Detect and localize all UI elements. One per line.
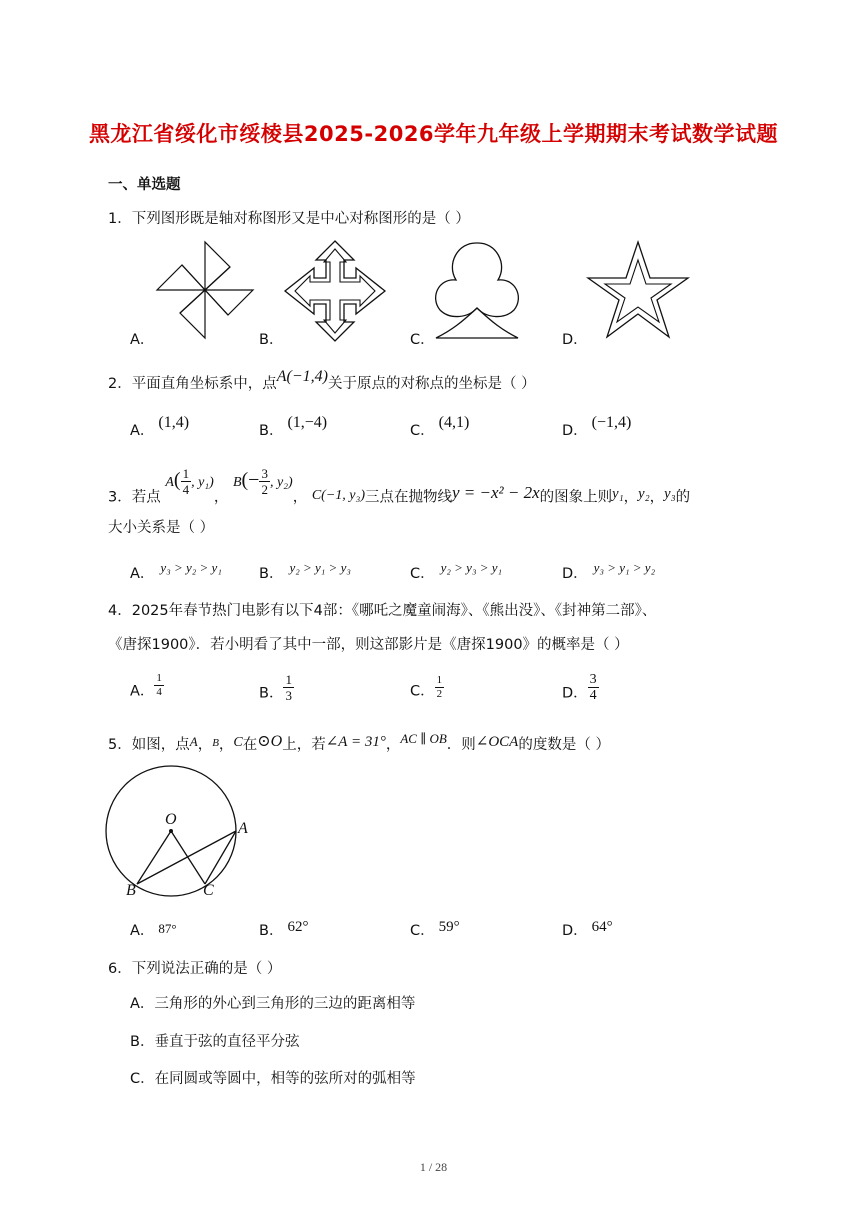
q5-option-d-label: D． [562, 923, 588, 939]
q2-option-a-value: (1,4) [158, 414, 190, 431]
q2-option-b[interactable] [259, 414, 328, 440]
q5-figure-label-o: O [165, 811, 177, 828]
q2-option-d[interactable] [562, 414, 632, 440]
q4-option-d-label: D． [562, 685, 588, 702]
q4-option-d[interactable] [562, 672, 599, 709]
question-6-stem: 6．下列说法正确的是（ ） [108, 961, 282, 977]
q5-option-b-value: 62° [287, 919, 309, 935]
q5-figure-label-c: C [203, 882, 214, 899]
q1-figure-a-pinwheel [150, 240, 260, 340]
q3-option-d-label: D． [562, 566, 588, 582]
q3-option-b-label: B． [259, 566, 284, 582]
question-4-line1: 4．2025年春节热门电影有以下4部：《哪吒之魔童闹海》、《熊出没》、《封神第二部》、 [108, 603, 657, 619]
q3-option-a-value: y₃ > y₂ > y₁ [160, 560, 222, 575]
q5-option-b-label: B． [259, 923, 284, 939]
q5-figure-label-a: A [238, 820, 248, 837]
q5-point-c: C [233, 735, 243, 750]
q2-option-c[interactable] [410, 414, 470, 440]
q3-point-a-frac: $\frac{1}{4}$ [182, 466, 190, 497]
q5-option-b[interactable] [259, 919, 309, 940]
q3-option-c-label: C． [410, 566, 435, 582]
q2-option-b-label: B． [259, 423, 284, 439]
q2-option-a[interactable] [130, 414, 190, 440]
q5-option-c-label: C． [410, 923, 435, 939]
q4-option-b-frac: $\frac{1}{3}$ [285, 672, 292, 703]
q5-option-c[interactable] [410, 919, 460, 940]
q3-point-a-y: , y₁) [191, 474, 214, 490]
q1-option-a[interactable]: A． [130, 332, 155, 348]
q1-figure-d-star [586, 240, 690, 340]
q3-end: 的 [675, 489, 691, 506]
q3-parabola: y = −x² − 2x [452, 482, 540, 502]
q5-parallel: AC ∥ OB [400, 731, 447, 746]
q3-point-b-frac: $\frac{3}{2}$ [261, 466, 268, 497]
q4-option-a-label: A． [130, 683, 155, 700]
q2-option-c-value: (4,1) [438, 414, 470, 431]
q5-circle: ⊙O [257, 733, 283, 750]
q5-option-a-label: A． [130, 923, 155, 939]
q5-option-d-value: 64° [591, 919, 613, 935]
q3-point-a-name: A [165, 474, 174, 490]
q2-option-c-label: C． [410, 423, 435, 439]
q5-point-a: A [189, 734, 198, 749]
q3-option-c[interactable] [410, 560, 503, 583]
q3-mid2: 的图象上则 [539, 489, 613, 506]
q3-option-b[interactable] [259, 560, 351, 583]
q2-option-d-label: D． [562, 423, 588, 439]
q3-option-a-label: A． [130, 566, 155, 582]
question-3-stem-line2: 大小关系是（ ） [108, 520, 215, 536]
q3-option-d-value: y₃ > y₁ > y₂ [593, 560, 656, 575]
q5-on: 在 [242, 737, 258, 753]
q3-option-d[interactable] [562, 560, 656, 583]
q3-point-a: A( $\frac{1}{4}$ , y₁) [165, 466, 214, 497]
q3-point-b: B(− $\frac{3}{2}$ , y₂) [232, 466, 293, 497]
q5-point-b: B [212, 737, 219, 749]
q3-y2: y₂ [638, 485, 650, 502]
q5-end: 的度数是（ ） [518, 737, 610, 753]
q4-option-b[interactable] [259, 672, 294, 709]
q1-figure-c-club [432, 240, 522, 342]
q5-figure-label-b: B [126, 882, 136, 899]
q3-option-b-value: y₂ > y₁ > y₃ [289, 560, 351, 575]
q4-option-c-frac: $\frac{1}{2}$ [436, 674, 443, 700]
q3-mid: 三点在抛物线 [365, 489, 453, 506]
q3-point-b-name: B [232, 474, 242, 490]
q4-option-a[interactable] [130, 672, 164, 705]
q5-option-c-value: 59° [438, 919, 460, 935]
q2-option-b-value: (1,−4) [287, 414, 328, 431]
q5-option-a[interactable] [130, 919, 177, 940]
q2-option-a-label: A． [130, 423, 155, 439]
q5-angle-oca: ∠OCA [475, 734, 519, 750]
question-5-stem: 5．如图，点A，$^B$，C在⊙O上，若∠A = 31°，AC ∥ OB．则∠OCA的度数是（ ） [108, 731, 610, 753]
q3-num: 3．若点 [108, 489, 161, 506]
q5-num: 5．如图，点 [108, 737, 190, 753]
q5-option-a-value: 87° [158, 921, 177, 936]
q4-option-c[interactable] [410, 674, 444, 705]
section-heading: 一、单选题 [108, 177, 181, 193]
page-number: 1 / 28 [419, 1160, 448, 1174]
q1-option-b[interactable]: B． [259, 332, 284, 348]
q3-option-a[interactable] [130, 560, 222, 583]
q2-option-d-value: (−1,4) [591, 414, 632, 431]
question-1-stem: 1．下列图形既是轴对称图形又是中心对称图形的是（ ） [108, 211, 470, 227]
q6-option-b[interactable]: B．垂直于弦的直径平分弦 [130, 1034, 300, 1050]
q4-option-b-label: B． [259, 685, 284, 702]
question-3-stem-line1: 3．若点 A( $\frac{1}{4}$ , y₁)， B(− $\frac{3}{2}$ , y₂)， C(−1, y₃)三点在抛物线y = −x² − 2x的图象上则y₁，y₂，y₃的 [108, 466, 691, 506]
q5-angle: ∠A = 31° [325, 734, 386, 750]
q2-point: A(−1,4) [276, 368, 328, 385]
q1-option-c[interactable]: C． [410, 332, 435, 348]
q3-y1: y₁ [612, 485, 624, 502]
document-title: 黑龙江省绥化市绥棱县2025-2026学年九年级上学期期末考试数学试题 [88, 122, 779, 146]
q5-then: ．则 [446, 737, 476, 753]
question-2-stem [108, 368, 536, 393]
q3-point-b-y: , y₂) [269, 474, 293, 490]
q4-option-a-frac: $\frac{1}{4}$ [156, 672, 162, 698]
q2-rest: 关于原点的对称点的坐标是（ ） [327, 376, 536, 392]
q1-figure-b-arrows [284, 240, 386, 342]
q5-up: 上，若 [282, 737, 326, 753]
q2-num: 2．平面直角坐标系中，点 [108, 376, 277, 392]
q3-y3: y₃ [664, 485, 676, 502]
q5-option-d[interactable] [562, 919, 613, 940]
q6-option-c[interactable]: C．在同圆或等圆中，相等的弦所对的弧相等 [130, 1071, 416, 1087]
q4-option-d-frac: $\frac{3}{4}$ [589, 672, 597, 703]
question-4-line2: 《唐探1900》．若小明看了其中一部，则这部影片是《唐探1900》的概率是（ ） [108, 637, 629, 653]
q4-option-c-label: C． [410, 683, 435, 700]
q6-option-a[interactable]: A．三角形的外心到三角形的三边的距离相等 [130, 996, 416, 1012]
q3-option-c-value: y₂ > y₃ > y₁ [440, 560, 503, 575]
q3-point-c: C(−1, y₃) [311, 487, 366, 503]
q1-option-d[interactable]: D． [562, 332, 588, 348]
